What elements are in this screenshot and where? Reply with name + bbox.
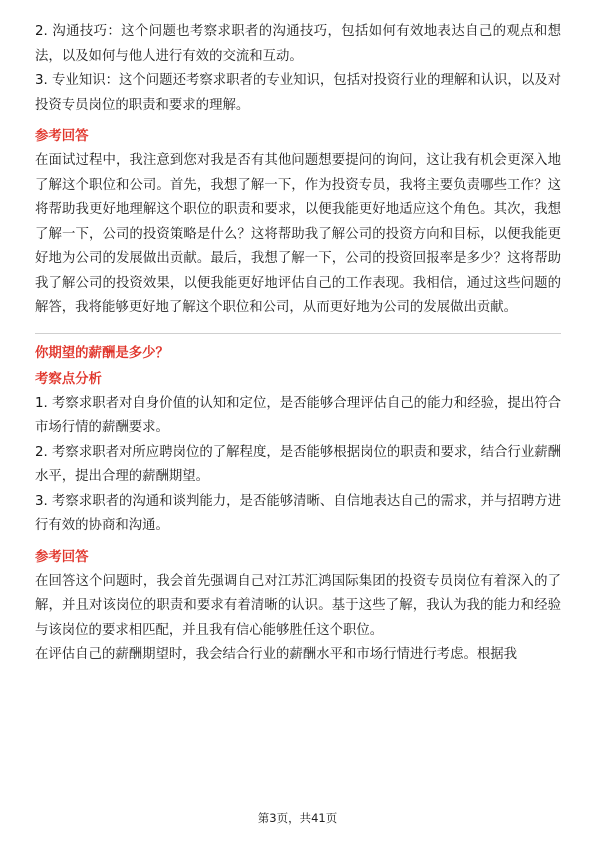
reference-answer-text: 在面试过程中，我注意到您对我是否有其他问题想要提问的询问，这让我有机会更深入地了解这个职位和公司。首先，我想了解一下，作为投资专员，我将主要负责哪些工作？这将帮助我更好地理解这个职位的职责和要求，以便我能更好地适应这个角色。其次，我想了解一下，公司的投资策略是什么？这将帮助我了解公司的投资方向和目标，以便我能更好地为公司的发展做出贡献。最后，我想了解一下，公司的投资回报率是多少？这将帮助我了解公司的投资效果，以便我能更好地评估自己的工作表现。我相信，通过这些问题的解答，我将能够更好地了解这个职位和公司，从而更好地为公司的发展做出贡献。	[35, 153, 561, 315]
page-content	[35, 20, 561, 668]
reference-answer-paragraph: 在回答这个问题时，我会首先强调自己对江苏汇鸿国际集团的投资专员岗位有着深入的了解，并且对该岗位的职责和要求有着清晰的认识。基于这些了解，我认为我的能力和经验与该岗位的要求相匹配，并且我有信心能够胜任这个职位。	[35, 573, 561, 638]
intro-point: 2. 沟通技巧：这个问题也考察求职者的沟通技巧，包括如何有效地表达自己的观点和想法，以及如何与他人进行有效的交流和互动。	[35, 24, 561, 64]
intro-point: 3. 专业知识：这个问题还考察求职者的专业知识，包括对投资行业的理解和认识，以及对投资专员岗位的职责和要求的理解。	[35, 73, 561, 113]
reference-answer-label: 参考回答	[35, 549, 89, 565]
question-title: 你期望的薪酬是多少？	[35, 345, 169, 361]
page-number: 第3页，共41页	[257, 811, 338, 825]
analysis-point: 3. 考察求职者的沟通和谈判能力，是否能够清晰、自信地表达自己的需求，并与招聘方进行有效的协商和沟通。	[35, 493, 561, 533]
reference-answer-label: 参考回答	[35, 129, 89, 144]
analysis-label: 考察点分析	[35, 371, 102, 387]
analysis-point: 1. 考察求职者对自身价值的认知和定位，是否能够合理评估自己的能力和经验，提出符合市场行情的薪酬要求。	[35, 395, 561, 435]
analysis-points	[35, 392, 561, 539]
reference-answer-paragraph: 在评估自己的薪酬期望时，我会结合行业的薪酬水平和市场行情进行考虑。根据我	[35, 647, 518, 662]
analysis-point: 2. 考察求职者对所应聘岗位的了解程度，是否能够根据岗位的职责和要求，结合行业薪酬水平，提出合理的薪酬期望。	[35, 444, 561, 484]
intro-points	[35, 20, 561, 118]
section-divider	[35, 333, 561, 334]
